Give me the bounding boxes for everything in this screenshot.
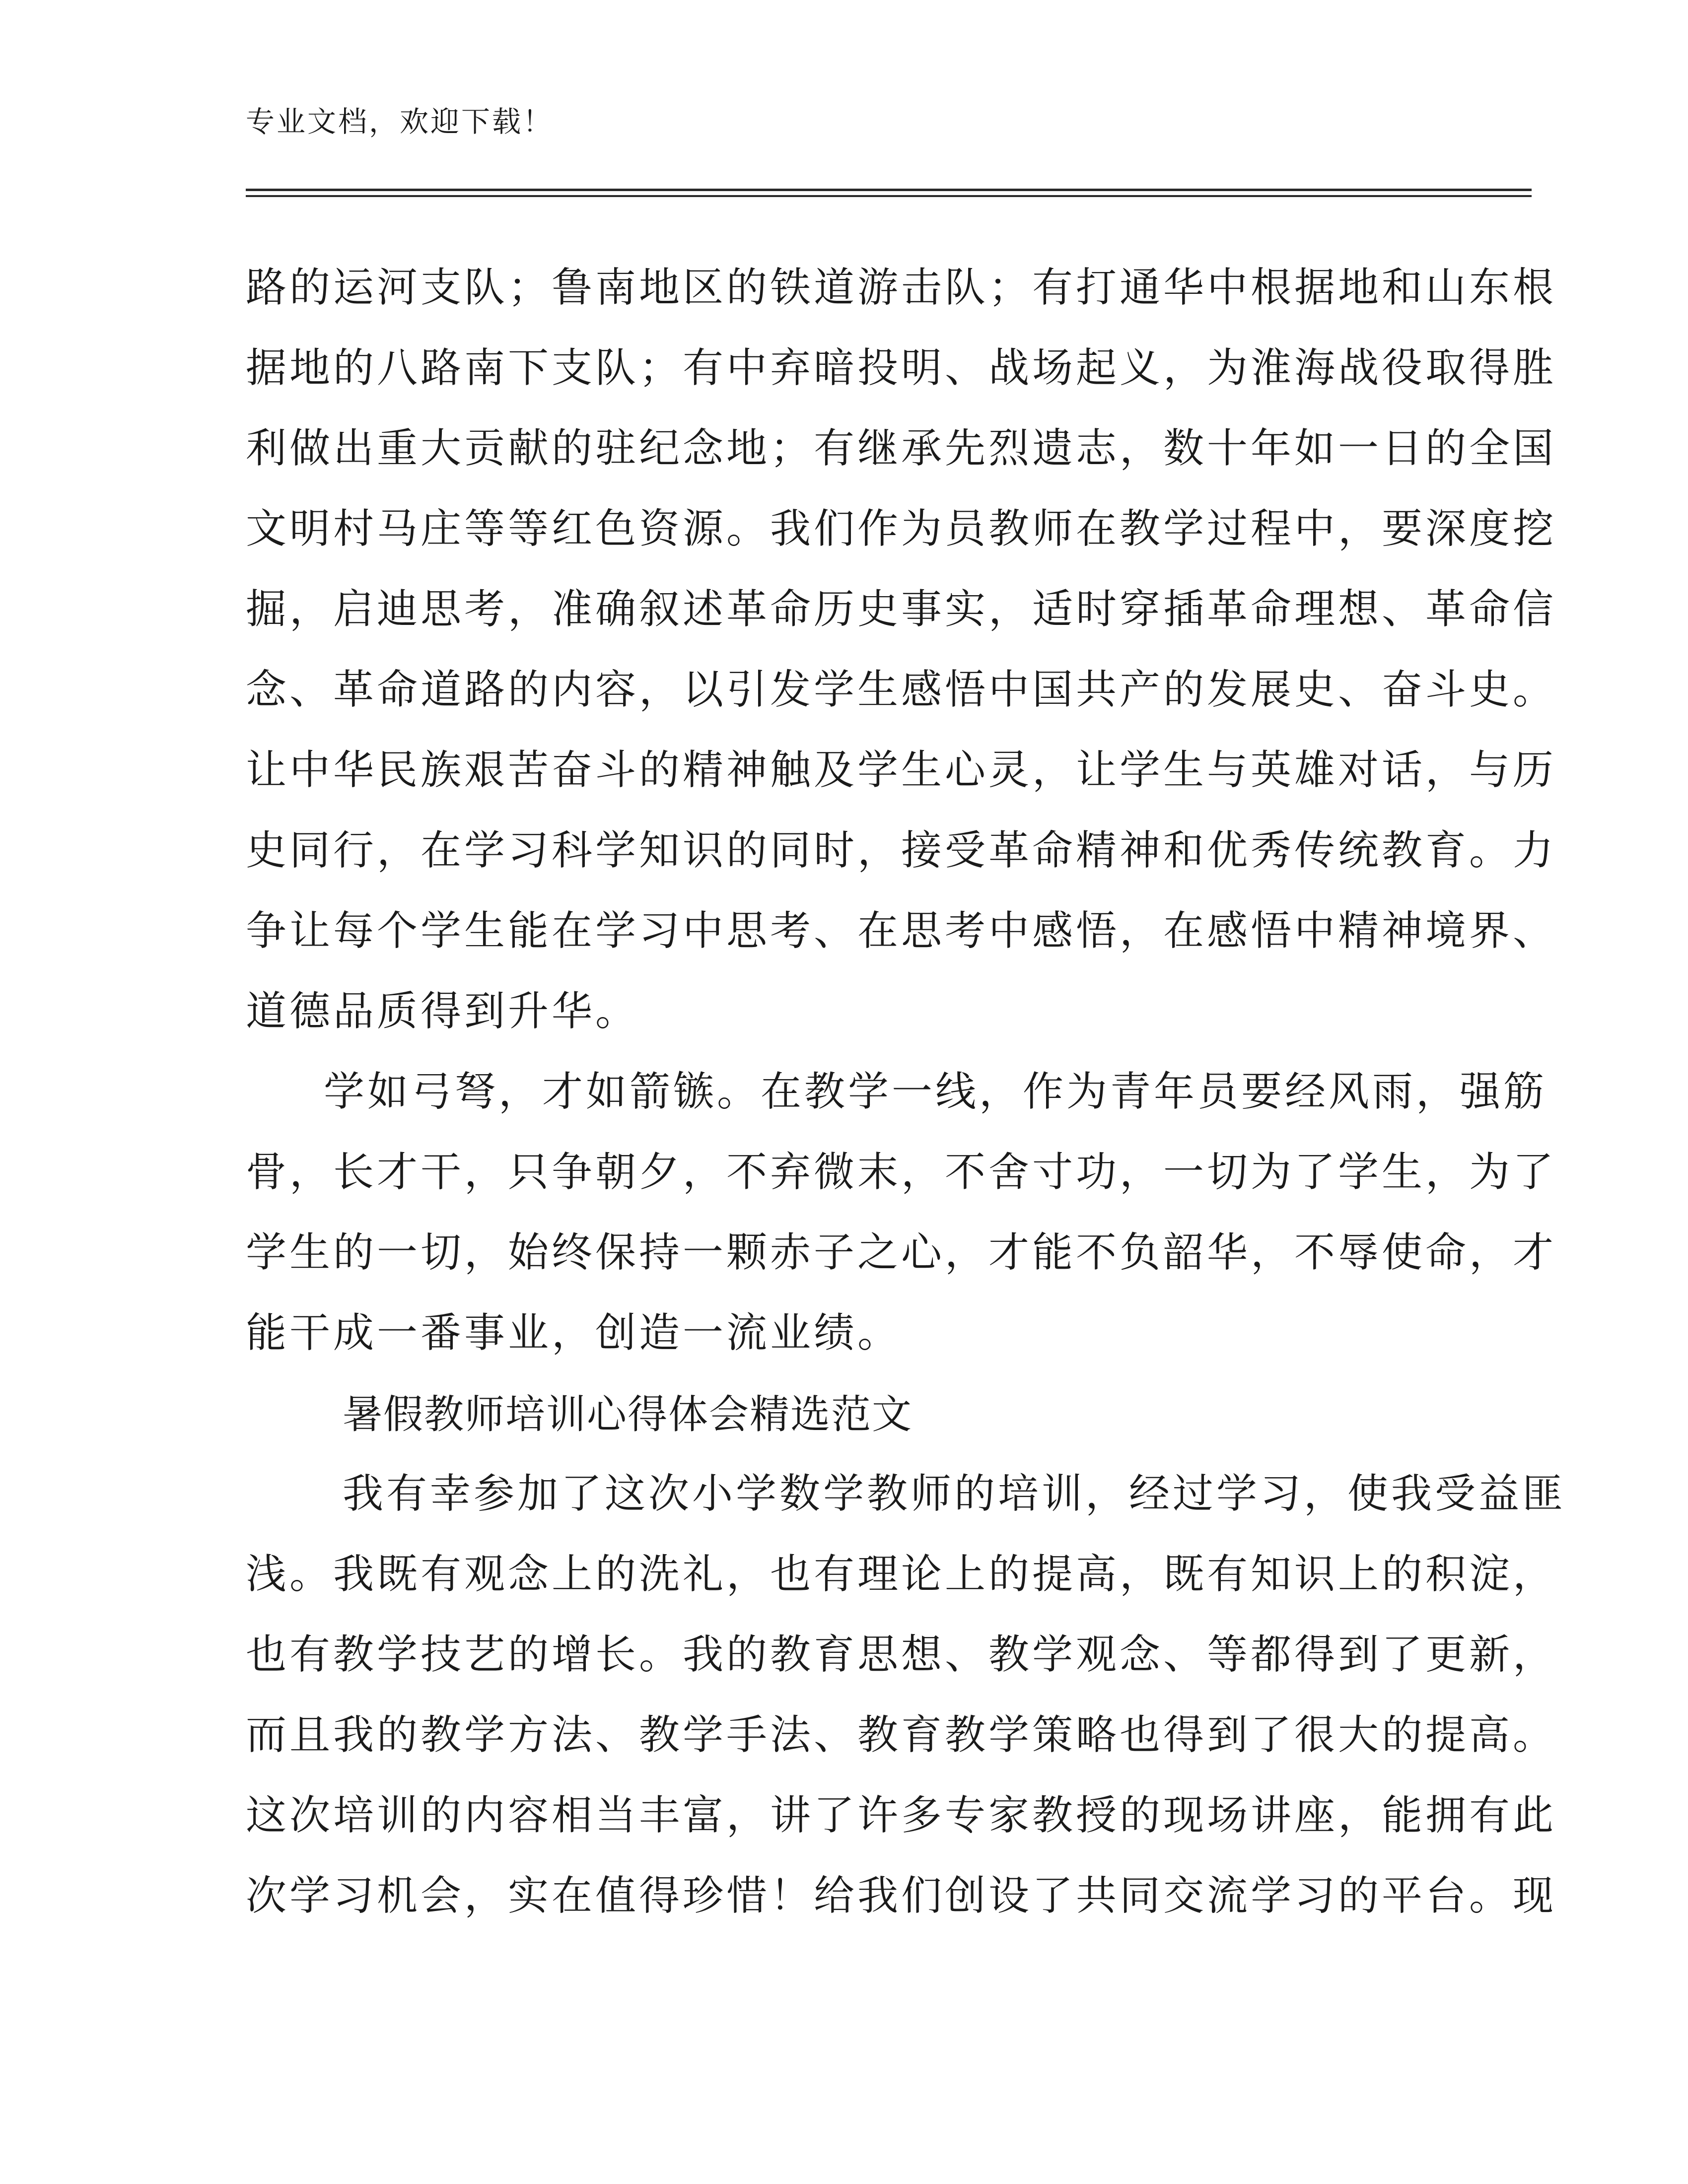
paragraph2-line-3: 学生的一切，始终保持一颗赤子之心，才能不负韶华，不辱使命，才 <box>246 1229 1557 1276</box>
paragraph1-line-2: 据地的八路南下支队；有中弃暗投明、战场起义，为淮海战役取得胜 <box>246 344 1557 392</box>
paragraph1-line-9: 争让每个学生能在学习中思考、在思考中感悟，在感悟中精神境界、 <box>246 907 1557 955</box>
paragraph2-line-1: 学如弓弩，才如箭镞。在教学一线，作为青年员要经风雨，强筋 <box>324 1068 1547 1115</box>
paragraph1-line-5: 掘，启迪思考，准确叙述革命历史事实，适时穿插革命理想、革命信 <box>246 586 1557 633</box>
paragraph3-line-4: 而且我的教学方法、教学手法、教育教学策略也得到了很大的提高。 <box>246 1711 1557 1759</box>
paragraph1-line-1: 路的运河支队；鲁南地区的铁道游击队；有打通华中根据地和山东根 <box>246 264 1557 311</box>
paragraph3-line-6: 次学习机会，实在值得珍惜！给我们创设了共同交流学习的平台。现 <box>246 1872 1557 1919</box>
paragraph3-line-2: 浅。我既有观念上的洗礼，也有理论上的提高，既有知识上的积淀， <box>246 1551 1557 1598</box>
header-rule-thick <box>246 189 1532 191</box>
header-rule-thin <box>246 195 1532 197</box>
paragraph1-line-4: 文明村马庄等等红色资源。我们作为员教师在教学过程中，要深度挖 <box>246 505 1557 552</box>
section-heading: 暑假教师培训心得体会精选范文 <box>343 1391 913 1437</box>
paragraph1-line-10: 道德品质得到升华。 <box>246 988 639 1035</box>
paragraph3-line-3: 也有教学技艺的增长。我的教育思想、教学观念、等都得到了更新， <box>246 1631 1557 1678</box>
header-text: 专业文档，欢迎下载！ <box>246 105 554 138</box>
paragraph1-line-6: 念、革命道路的内容，以引发学生感悟中国共产的发展史、奋斗史。 <box>246 666 1557 713</box>
paragraph1-line-7: 让中华民族艰苦奋斗的精神触及学生心灵，让学生与英雄对话，与历 <box>246 747 1557 794</box>
paragraph1-line-3: 利做出重大贡献的驻纪念地；有继承先烈遗志，数十年如一日的全国 <box>246 425 1557 472</box>
paragraph3-line-1: 我有幸参加了这次小学数学教师的培训，经过学习，使我受益匪 <box>343 1470 1566 1517</box>
paragraph2-line-4: 能干成一番事业，创造一流业绩。 <box>246 1309 902 1357</box>
paragraph2-line-2: 骨，长才干，只争朝夕，不弃微末，不舍寸功，一切为了学生，为了 <box>246 1149 1557 1196</box>
paragraph1-line-8: 史同行，在学习科学知识的同时，接受革命精神和优秀传统教育。力 <box>246 827 1557 874</box>
paragraph3-line-5: 这次培训的内容相当丰富，讲了许多专家教授的现场讲座，能拥有此 <box>246 1792 1557 1839</box>
